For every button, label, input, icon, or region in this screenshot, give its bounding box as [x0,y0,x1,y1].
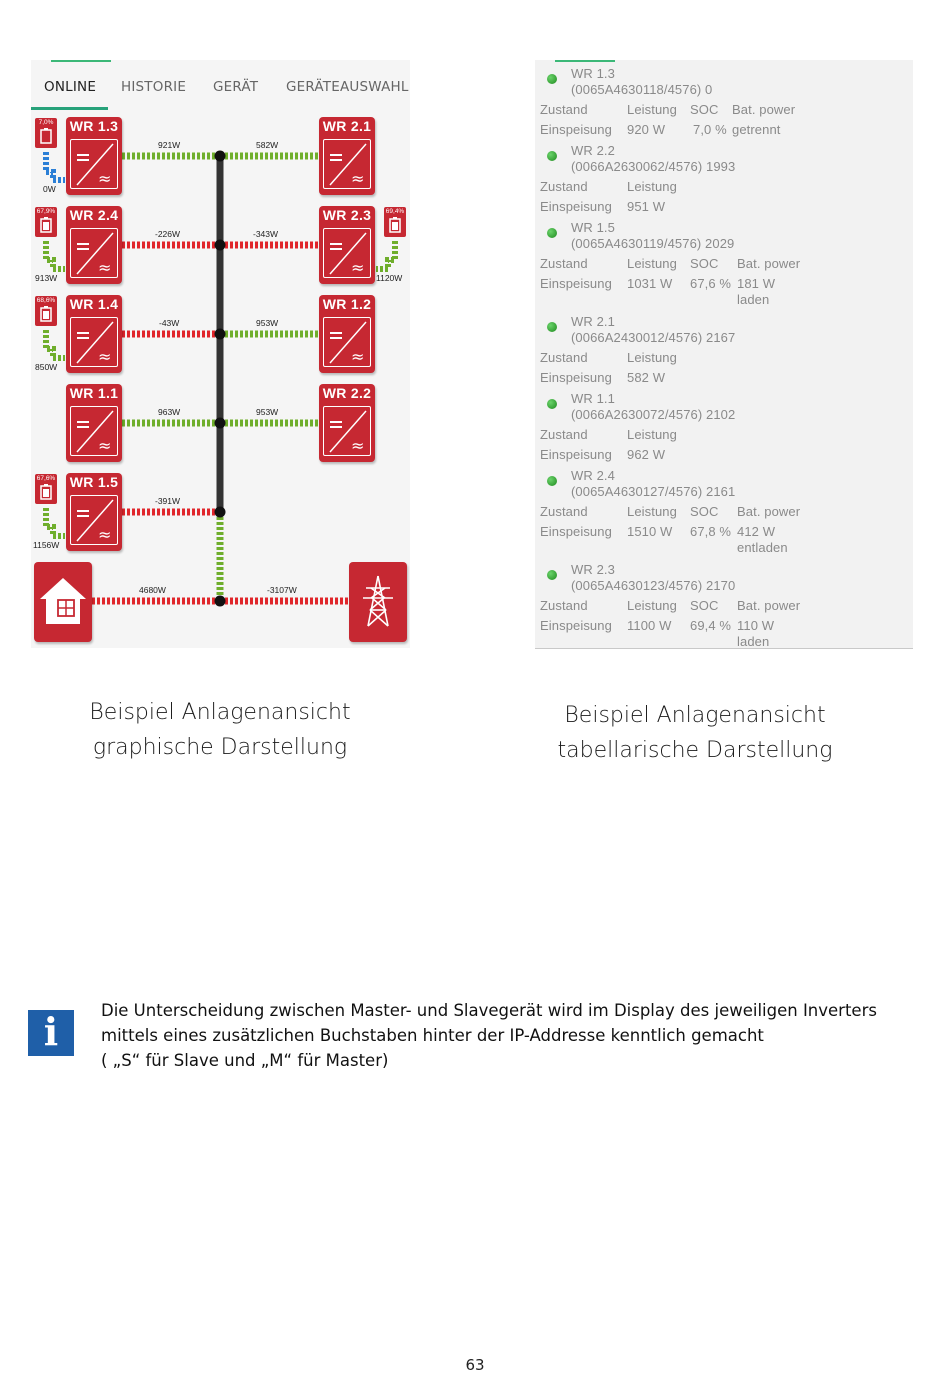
col-leistung: Leistung [627,427,677,442]
link-power-wr21: 582W [256,140,279,150]
inverter-icon [323,228,371,278]
val-soc: 67,6 % [690,276,732,291]
val-leistung: 582 W [627,370,666,385]
info-icon [28,1010,74,1056]
battery-power-wr24: 913W [35,273,58,283]
entry-name: WR 2.2 [571,143,615,158]
inverter-label: WR 1.2 [322,296,372,312]
link-power-wr11: 963W [158,407,181,417]
link-power-wr12: 953W [256,318,279,328]
status-dot-icon [547,476,557,486]
status-dot-icon [547,322,557,332]
val-soc: 67,8 % [690,524,732,539]
svg-text:≈: ≈ [351,436,365,455]
col-leistung: Leistung [627,256,677,271]
val-leistung: 1100 W [627,618,672,633]
val-leistung: 920 W [627,122,666,137]
inverter-icon [323,139,371,189]
col-zustand: Zustand [540,256,588,271]
note-line: Die Unterscheidung zwischen Master- und Slavegerät wird im Display des jeweiligen Inverters [101,1001,877,1020]
battery-wr13[interactable] [35,118,57,148]
val-leistung: 962 W [627,447,666,462]
battery-percent: 69,4% [385,208,405,215]
val-zustand: Einspeisung [540,447,612,462]
tab-geraeteauswahl[interactable]: GERÄTEAUSWAHL [286,79,409,95]
val-soc: 7,0 % [693,122,727,137]
battery-wr14[interactable] [35,296,57,326]
entry-serial: (0065A4630119/4576) 2029 [571,236,735,251]
col-leistung: Leistung [627,179,677,194]
status-dot-icon [547,228,557,238]
page-number: 63 [465,1356,485,1374]
tab-geraet[interactable]: GERÄT [213,79,259,95]
inverter-icon [70,228,118,278]
house-power: 4680W [139,585,166,595]
battery-wr24[interactable] [35,207,57,237]
inverter-label: WR 1.4 [69,296,119,312]
status-dot-icon [547,74,557,84]
status-dot-icon [547,570,557,580]
val-bat-power: getrennt [732,122,781,137]
battery-icon [40,484,52,500]
val-zustand: Einspeisung [540,524,612,539]
caption-line: tabellarische Darstellung [557,738,833,763]
entry-serial: (0065A4630127/4576) 2161 [571,484,736,499]
val-zustand: Einspeisung [540,370,612,385]
info-note [101,998,921,1073]
caption-line: Beispiel Anlagenansicht [89,700,351,725]
col-bat-power: Bat. power [737,256,801,271]
svg-text:≈: ≈ [351,258,365,277]
battery-power-wr14: 850W [35,362,58,372]
val-bat-state: laden [737,634,770,649]
val-bat-state: laden [737,292,770,307]
battery-link-wr13 [46,152,65,180]
battery-wr23[interactable] [384,207,406,237]
entry-serial: (0066A2630072/4576) 2102 [571,407,736,422]
val-leistung: 951 W [627,199,666,214]
battery-link-wr14 [46,330,65,358]
inverter-label: WR 1.5 [69,474,119,490]
power-pylon-icon [349,562,407,642]
entry-serial: (0066A2630062/4576) 1993 [571,159,736,174]
inverter-wr12[interactable] [319,295,375,373]
entry-serial: (0065A4630118/4576) 0 [571,82,713,97]
entry-name: WR 1.3 [571,66,615,81]
col-leistung: Leistung [627,102,677,117]
inverter-wr13[interactable] [66,117,122,195]
inverter-label: WR 2.1 [322,118,372,134]
house-icon [34,562,92,642]
battery-power-wr15: 1156W [33,540,60,550]
tab-online[interactable]: ONLINE [44,79,97,95]
battery-percent: 67,6% [36,475,56,482]
entry-name: WR 1.5 [571,220,615,235]
entry-name: WR 1.1 [571,391,615,406]
battery-power-wr13: 0W [43,184,56,194]
col-soc: SOC [690,504,719,519]
link-power-wr15: -391W [155,496,181,506]
graphic-view-screenshot [31,60,410,648]
inverter-label: WR 2.2 [322,385,372,401]
col-zustand: Zustand [540,427,588,442]
grid-power: -3107W [267,585,297,595]
tab-historie[interactable]: HISTORIE [121,79,187,95]
junction-dot [215,418,226,429]
entry-name: WR 2.4 [571,468,615,483]
val-bat-state: entladen [737,540,788,555]
val-soc: 69,4 % [690,618,732,633]
inverter-icon [323,406,371,456]
link-power-wr22: 953W [256,407,279,417]
caption-line: graphische Darstellung [92,735,348,760]
battery-icon [40,306,52,322]
col-soc: SOC [690,598,719,613]
junction-dot [215,507,226,518]
val-bat-power: 181 W [737,276,776,291]
battery-percent: 7,0% [38,119,54,126]
status-dot-icon [547,399,557,409]
battery-link-wr24 [46,241,65,269]
col-zustand: Zustand [540,598,588,613]
col-leistung: Leistung [627,504,677,519]
svg-text:≈: ≈ [351,347,365,366]
note-line: mittels eines zusätzlichen Buchstaben hinter der IP-Addresse kenntlich gemacht [101,1026,764,1045]
status-dot-icon [547,151,557,161]
col-soc: SOC [690,256,719,271]
svg-text:≈: ≈ [98,525,112,544]
val-leistung: 1510 W [627,524,673,539]
svg-text:≈: ≈ [98,347,112,366]
svg-text:≈: ≈ [98,258,112,277]
col-bat-power: Bat. power [737,598,801,613]
battery-power-wr23: 1120W [376,273,403,283]
val-bat-power: 110 W [737,618,775,633]
val-zustand: Einspeisung [540,122,612,137]
caption-line: Beispiel Anlagenansicht [564,703,826,728]
val-leistung: 1031 W [627,276,673,291]
battery-link-wr23 [376,241,395,269]
battery-wr15[interactable] [35,474,57,504]
inverter-wr11[interactable] [66,384,122,462]
junction-dot [215,329,226,340]
inverter-wr23[interactable] [319,206,375,284]
col-zustand: Zustand [540,102,588,117]
entry-serial: (0065A4630123/4576) 2170 [571,578,736,593]
junction-dot [215,596,226,607]
battery-icon [40,128,52,144]
junction-dot [215,240,226,251]
grid-connection[interactable] [349,562,407,642]
col-zustand: Zustand [540,504,588,519]
inverter-wr21[interactable] [319,117,375,195]
val-bat-power: 412 W [737,524,776,539]
inverter-icon [70,317,118,367]
note-line: ( „S“ für Slave und „M“ für Master) [101,1051,389,1070]
link-power-wr14: -43W [159,318,180,328]
col-bat-power: Bat. power [737,504,801,519]
svg-text:≈: ≈ [98,169,112,188]
val-zustand: Einspeisung [540,276,612,291]
entry-name: WR 2.3 [571,562,615,577]
inverter-label: WR 1.3 [69,118,119,134]
caption-graphic-view [40,695,400,765]
col-leistung: Leistung [627,350,677,365]
inverter-label: WR 2.4 [69,207,119,223]
link-power-wr23: -343W [253,229,279,239]
inverter-wr14[interactable] [66,295,122,373]
battery-icon [389,217,401,233]
val-zustand: Einspeisung [540,199,612,214]
inverter-icon [70,495,118,545]
svg-text:≈: ≈ [351,169,365,188]
col-zustand: Zustand [540,350,588,365]
val-zustand: Einspeisung [540,618,612,633]
link-power-wr13: 921W [158,140,181,150]
battery-percent: 67,9% [36,208,56,215]
inverter-icon [70,139,118,189]
inverter-label: WR 2.3 [322,207,372,223]
col-bat-power: Bat. power [732,102,796,117]
entry-name: WR 2.1 [571,314,615,329]
inverter-icon [323,317,371,367]
battery-icon [40,217,52,233]
battery-percent: 68,6% [36,297,56,304]
table-view-screenshot [535,60,913,649]
inverter-icon [70,406,118,456]
inverter-label: WR 1.1 [69,385,119,401]
caption-table-view [525,698,865,768]
house-consumer[interactable] [34,562,92,642]
entry-serial: (0066A2430012/4576) 2167 [571,330,736,345]
inverter-wr24[interactable] [66,206,122,284]
junction-dot [215,151,226,162]
col-zustand: Zustand [540,179,588,194]
tab-accent [555,60,615,62]
col-soc: SOC [690,102,719,117]
inverter-wr22[interactable] [319,384,375,462]
info-glyph: i [43,1009,59,1054]
col-leistung: Leistung [627,598,677,613]
battery-link-wr15 [46,508,65,536]
link-power-wr24: -226W [155,229,181,239]
inverter-wr15[interactable] [66,473,122,551]
svg-text:≈: ≈ [98,436,112,455]
